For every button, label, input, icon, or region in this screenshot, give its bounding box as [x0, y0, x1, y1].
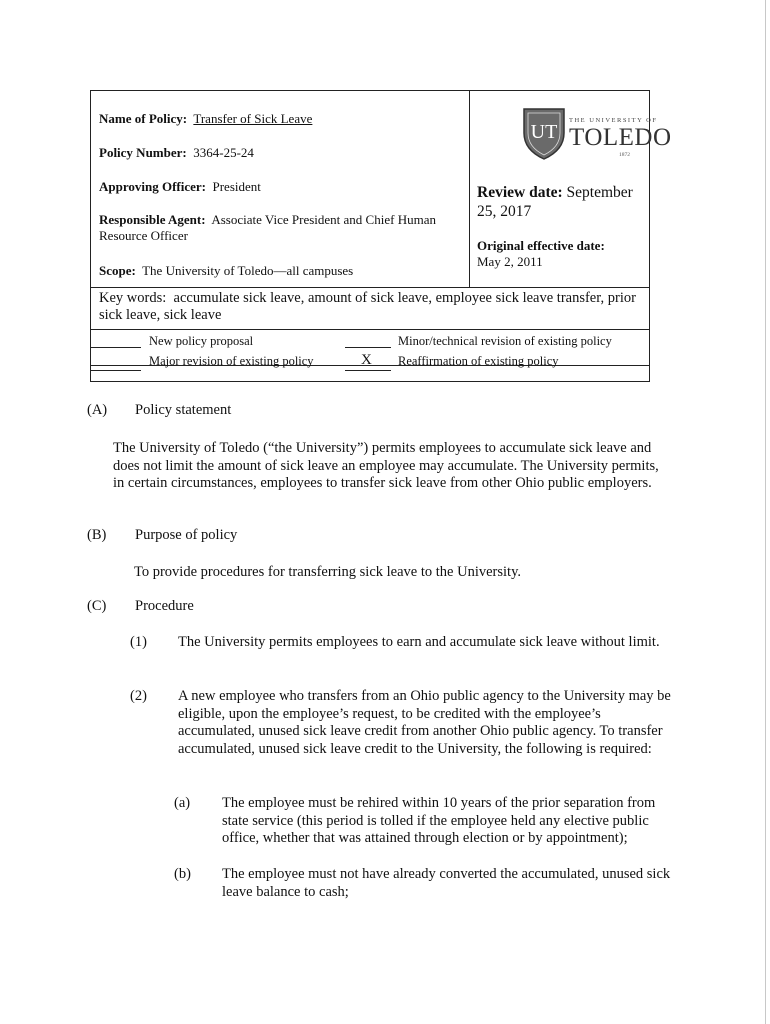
reaffirmation-selected-mark: X: [361, 352, 372, 368]
new-policy-blank: [91, 347, 141, 348]
original-effective-label: Original effective date:: [477, 238, 605, 253]
scope-value: The University of Toledo—all campuses: [142, 263, 354, 278]
logo-monogram: UT: [530, 121, 558, 143]
row-divider: [91, 329, 649, 330]
policy-header-table: [90, 90, 672, 382]
item-2b-text: The employee must not have already converted the accumulated, unused sick leave balance to cash;: [222, 866, 671, 900]
logo-main-text: TOLEDO: [569, 124, 672, 151]
section-b-text: To provide procedures for transferring sick leave to the University.: [134, 564, 521, 580]
row-divider: [91, 287, 649, 288]
minor-revision-option: Minor/technical revision of existing policy: [398, 334, 612, 348]
item-2a-letter: (a): [174, 795, 191, 811]
item-1-text: The University permits employees to earn and accumulate sick leave without limit.: [178, 634, 660, 650]
policy-name-value: Transfer of Sick Leave: [193, 111, 313, 126]
item-1-number: (1): [130, 634, 147, 650]
section-c-title: Procedure: [135, 598, 194, 614]
policy-name: [99, 111, 312, 127]
item-2b-letter: (b): [174, 866, 191, 882]
section-b-title: Purpose of policy: [135, 527, 238, 543]
shield-icon: [521, 105, 567, 161]
section-a-title: Policy statement: [135, 402, 232, 418]
review-date-label: Review date:: [477, 184, 563, 201]
major-revision-option: Major revision of existing policy: [149, 354, 314, 368]
keywords: [99, 290, 644, 324]
review-date-value: September 25, 2017: [477, 184, 633, 220]
item-2a-text: The employee must be rehired within 10 years of the prior separation from state service (this period is tolled if the employee held any elective public office, whether that was attained through election or by appointment);: [222, 795, 656, 846]
section-c-letter: (C): [87, 598, 107, 614]
scope: [99, 263, 353, 279]
scan-edge: [765, 0, 766, 1024]
major-revision-blank: [91, 370, 141, 371]
column-divider: [469, 91, 470, 287]
policy-number: [99, 145, 254, 161]
approving-officer-label: Approving Officer:: [99, 179, 206, 194]
scope-label: Scope:: [99, 263, 136, 278]
logo-year: 1872: [619, 152, 630, 158]
logo-top-text: THE UNIVERSITY OF: [569, 117, 658, 124]
approving-officer-value: President: [212, 179, 261, 194]
keywords-value: accumulate sick leave, amount of sick leave, employee sick leave transfer, prior sick leave, sick leave: [99, 290, 636, 323]
responsible-agent-value: Associate Vice President and Chief Human Resource Officer: [99, 212, 436, 243]
policy-name-label: Name of Policy:: [99, 111, 188, 126]
responsible-agent: [99, 212, 467, 244]
original-effective-value: May 2, 2011: [477, 254, 543, 269]
section-b-letter: (B): [87, 527, 107, 543]
original-effective-date: [477, 238, 605, 270]
minor-revision-blank: [345, 347, 391, 348]
item-2-text: A new employee who transfers from an Ohio public agency to the University may be eligible, upon the employee’s request, to be credited with the employee’s accumulated, unused sick leave credit from another Ohio public agency. To transfer accumulated, unused sick leave credit to the University, the following is required:: [178, 688, 671, 757]
reaffirmation-blank: [345, 370, 391, 371]
keywords-label: Key words:: [99, 290, 167, 306]
approving-officer: [99, 179, 261, 195]
policy-number-label: Policy Number:: [99, 145, 187, 160]
responsible-agent-label: Responsible Agent:: [99, 212, 206, 227]
university-logo: [521, 105, 672, 161]
reaffirmation-option: Reaffirmation of existing policy: [398, 354, 559, 368]
review-date: [477, 183, 647, 221]
section-a-letter: (A): [87, 402, 108, 418]
item-2-number: (2): [130, 688, 147, 704]
section-a-text: The University of Toledo (“the University”) permits employees to accumulate sick leave and does not limit the amount of sick leave an employee may accumulate. The University permits, in certain circumstances, employees to transfer sick leave from other Ohio public employers.: [113, 440, 659, 491]
policy-number-value: 3364-25-24: [193, 145, 254, 160]
new-policy-option: New policy proposal: [149, 334, 254, 348]
